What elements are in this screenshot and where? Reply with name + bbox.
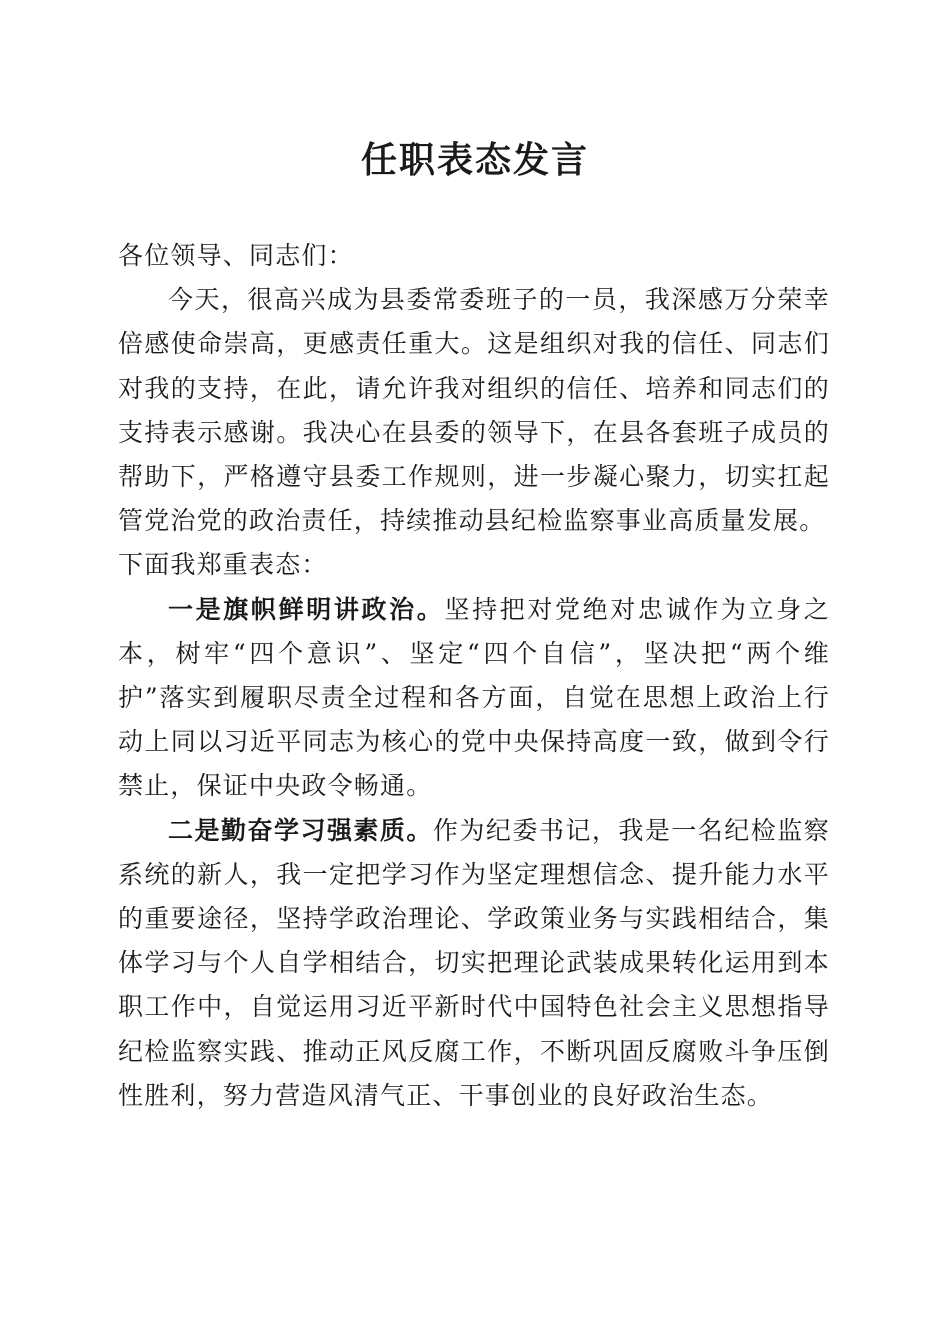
document-body	[118, 234, 830, 1118]
paragraph-transition: 下面我郑重表态：	[118, 550, 328, 580]
point-one-text: 坚持把对党绝对忠诚作为立身之本，树牢“四个意识”、坚定“四个自信”，坚决把“两个维护”落实到履职尽责全过程和各方面，自觉在思想上政治上行动上同以习近平同志为核心的党中央保持高度一致，做到令行禁止，保证中央政令畅通。	[118, 594, 830, 801]
paragraph-intro: 今天，很高兴成为县委常委班子的一员，我深感万分荣幸倍感使命崇高，更感责任重大。这是组织对我的信任、同志们对我的支持，在此，请允许我对组织的信任、培养和同志们的支持表示感谢。我决心在县委的领导下，在县各套班子成员的帮助下，严格遵守县委工作规则，进一步凝心聚力，切实扛起管党治党的政治责任，持续推动县纪检监察事业高质量发展。	[118, 285, 830, 536]
point-one-heading: 一是旗帜鲜明讲政治。	[168, 594, 445, 624]
point-two-text: 作为纪委书记，我是一名纪检监察系统的新人，我一定把学习作为坚定理想信念、提升能力水平的重要途径，坚持学政治理论、学政策业务与实践相结合，集体学习与个人自学相结合，切实把理论武装成果转化运用到本职工作中，自觉运用习近平新时代中国特色社会主义思想指导纪检监察实践、推动正风反腐工作，不断巩固反腐败斗争压倒性胜利，努力营造风清气正、干事创业的良好政治生态。	[118, 815, 830, 1110]
document-title: 任职表态发言	[360, 139, 589, 181]
point-two-heading: 二是勤奋学习强素质。	[168, 815, 433, 845]
salutation: 各位领导、同志们：	[118, 241, 354, 270]
paragraph-point-two	[118, 809, 830, 1118]
paragraph-point-one	[118, 588, 830, 809]
